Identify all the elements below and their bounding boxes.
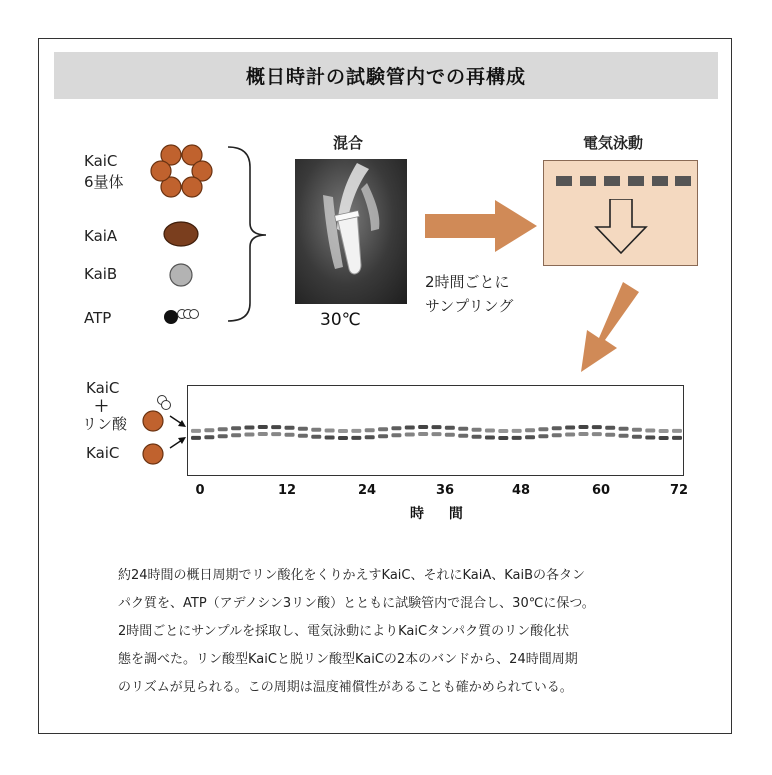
figure-title: 概日時計の試験管内での再構成 [54,52,718,99]
gel-band-lower [365,435,375,439]
gel-band-upper [271,425,281,429]
gel-well [628,176,644,186]
gel-band-upper [445,426,455,430]
gel-band-lower [632,435,642,439]
test-tube-image [295,159,407,304]
x-tick: 72 [669,483,689,498]
gel-band-lower [498,436,508,440]
gel-band-upper [485,429,495,433]
gel-band-lower [378,434,388,438]
gel-band-upper [351,429,361,433]
sampling-note [425,270,513,318]
diagonal-arrow-icon [575,278,645,378]
sampling-line-2: サンプリング [425,297,514,315]
gel-band-lower [552,433,562,437]
gel-band-lower [605,433,615,437]
gel-band-lower [325,436,335,440]
components-diagram [150,135,280,335]
gel-band-upper [191,429,201,433]
gel-band-upper [378,427,388,431]
gel-band-upper [311,428,321,432]
gel-band-lower [578,432,588,436]
x-tick: 0 [195,483,205,498]
electrophoresis-gel-box [543,160,698,266]
gel-band-upper [285,426,295,430]
plus-sign: ＋ [94,397,110,415]
gel-band-upper [472,428,482,432]
gel-band-lower [565,432,575,436]
right-arrow-icon [425,196,540,256]
gel-band-lower [619,434,629,438]
band-pointer-arrows [170,416,186,448]
atp-icon [164,310,199,325]
gel-band-upper [258,425,268,429]
gel-band-lower [311,435,321,439]
x-tick: 48 [511,483,531,498]
kaib-label: KaiB [84,265,118,283]
gel-band-upper [565,425,575,429]
atp-label: ATP [84,309,112,327]
gel-band-upper [538,427,548,431]
x-tick: 24 [357,483,377,498]
gel-well [675,176,691,186]
caption-line: のリズムが見られる。この周期は温度補償性があることも確かめられている。 [118,680,573,695]
gel-band-upper [458,427,468,431]
caption-line: パク質を、ATP（アデノシン3リン酸）とともに試験管内で混合し、30℃に保つ。 [118,596,595,611]
gel-band-lower [258,432,268,436]
kaic-hexamer-label: 6量体 [84,173,124,191]
gel-well [652,176,668,186]
mix-label: 混合 [333,134,364,152]
x-axis-label: 時 間 [410,506,473,522]
gel-band-upper [338,429,348,433]
gel-well [604,176,620,186]
phosphate-label: リン酸 [82,415,128,433]
gel-band-upper [645,429,655,433]
gel-well [556,176,572,186]
gel-band-lower [458,434,468,438]
gel-band-lower [525,435,535,439]
gel-band-lower [659,436,669,440]
gel-band-lower [445,433,455,437]
gel-band-upper [632,428,642,432]
gel-band-lower [351,436,361,440]
gel-band-upper [244,425,254,429]
gel-band-upper [498,429,508,433]
gel-band-lower [432,432,442,436]
gel-band-upper [592,425,602,429]
test-tube-photo [295,159,407,304]
gel-band-upper [619,427,629,431]
gel-band-upper [525,428,535,432]
gel-band-upper [578,425,588,429]
phospho-kaic-icon [143,396,171,432]
gel-band-upper [218,427,228,431]
electrophoresis-label: 電気泳動 [583,134,644,152]
caption-line: 態を調べた。リン酸型KaiCと脱リン酸型KaiCの2本のバンドから、24時間周期 [118,652,578,667]
gel-band-upper [605,426,615,430]
x-tick: 60 [591,483,611,498]
kaic-icon [143,444,163,464]
gel-band-upper [391,426,401,430]
caption-line: 2時間ごとにサンプルを採取し、電気泳動によりKaiCタンパク質のリン酸化状 [118,624,570,639]
kaic-label: KaiC [84,152,118,170]
grouping-brace [228,147,266,321]
kaic-band-label: KaiC [86,444,120,462]
gel-result-panel [187,385,684,476]
kaic-hexamer-icon [151,145,212,197]
caption-line: 約24時間の概日周期でリン酸化をくりかえすKaiC、それにKaiA、KaiBの各タン [118,568,586,583]
gel-band-upper [659,429,669,433]
gel-band-lower [485,436,495,440]
gel-band-lower [244,432,254,436]
gel-band-upper [672,429,682,433]
gel-band-lower [405,432,415,436]
gel-band-upper [405,425,415,429]
gel-band-lower [298,434,308,438]
gel-band-lower [191,436,201,440]
gel-band-upper [552,426,562,430]
kaia-label: KaiA [84,227,118,245]
gel-band-lower [231,433,241,437]
gel-band-lower [218,434,228,438]
gel-band-lower [672,436,682,440]
temperature-label: 30℃ [320,310,361,330]
gel-band-lower [271,432,281,436]
gel-well [580,176,596,186]
phospho-kaic-label: KaiC [86,379,120,397]
gel-band-upper [204,428,214,432]
figure-caption [118,562,678,702]
gel-band-lower [204,435,214,439]
gel-band-upper [512,429,522,433]
gel-band-lower [285,433,295,437]
gel-band-lower [512,436,522,440]
gel-band-upper [432,425,442,429]
gel-bands [188,386,684,476]
gel-band-lower [338,436,348,440]
gel-band-lower [418,432,428,436]
gel-band-upper [325,429,335,433]
gel-band-lower [538,434,548,438]
gel-band-upper [418,425,428,429]
gel-band-lower [472,435,482,439]
x-tick: 12 [277,483,297,498]
gel-band-lower [645,436,655,440]
gel-band-upper [231,426,241,430]
x-tick: 36 [435,483,455,498]
band-markers [138,388,190,468]
kaib-icon [170,264,192,286]
gel-band-lower [391,433,401,437]
kaia-icon [164,222,198,246]
gel-band-upper [365,428,375,432]
gel-band-lower [592,432,602,436]
sampling-line-1: 2時間ごとに [425,273,510,291]
down-arrow-icon [594,199,650,255]
gel-band-upper [298,427,308,431]
